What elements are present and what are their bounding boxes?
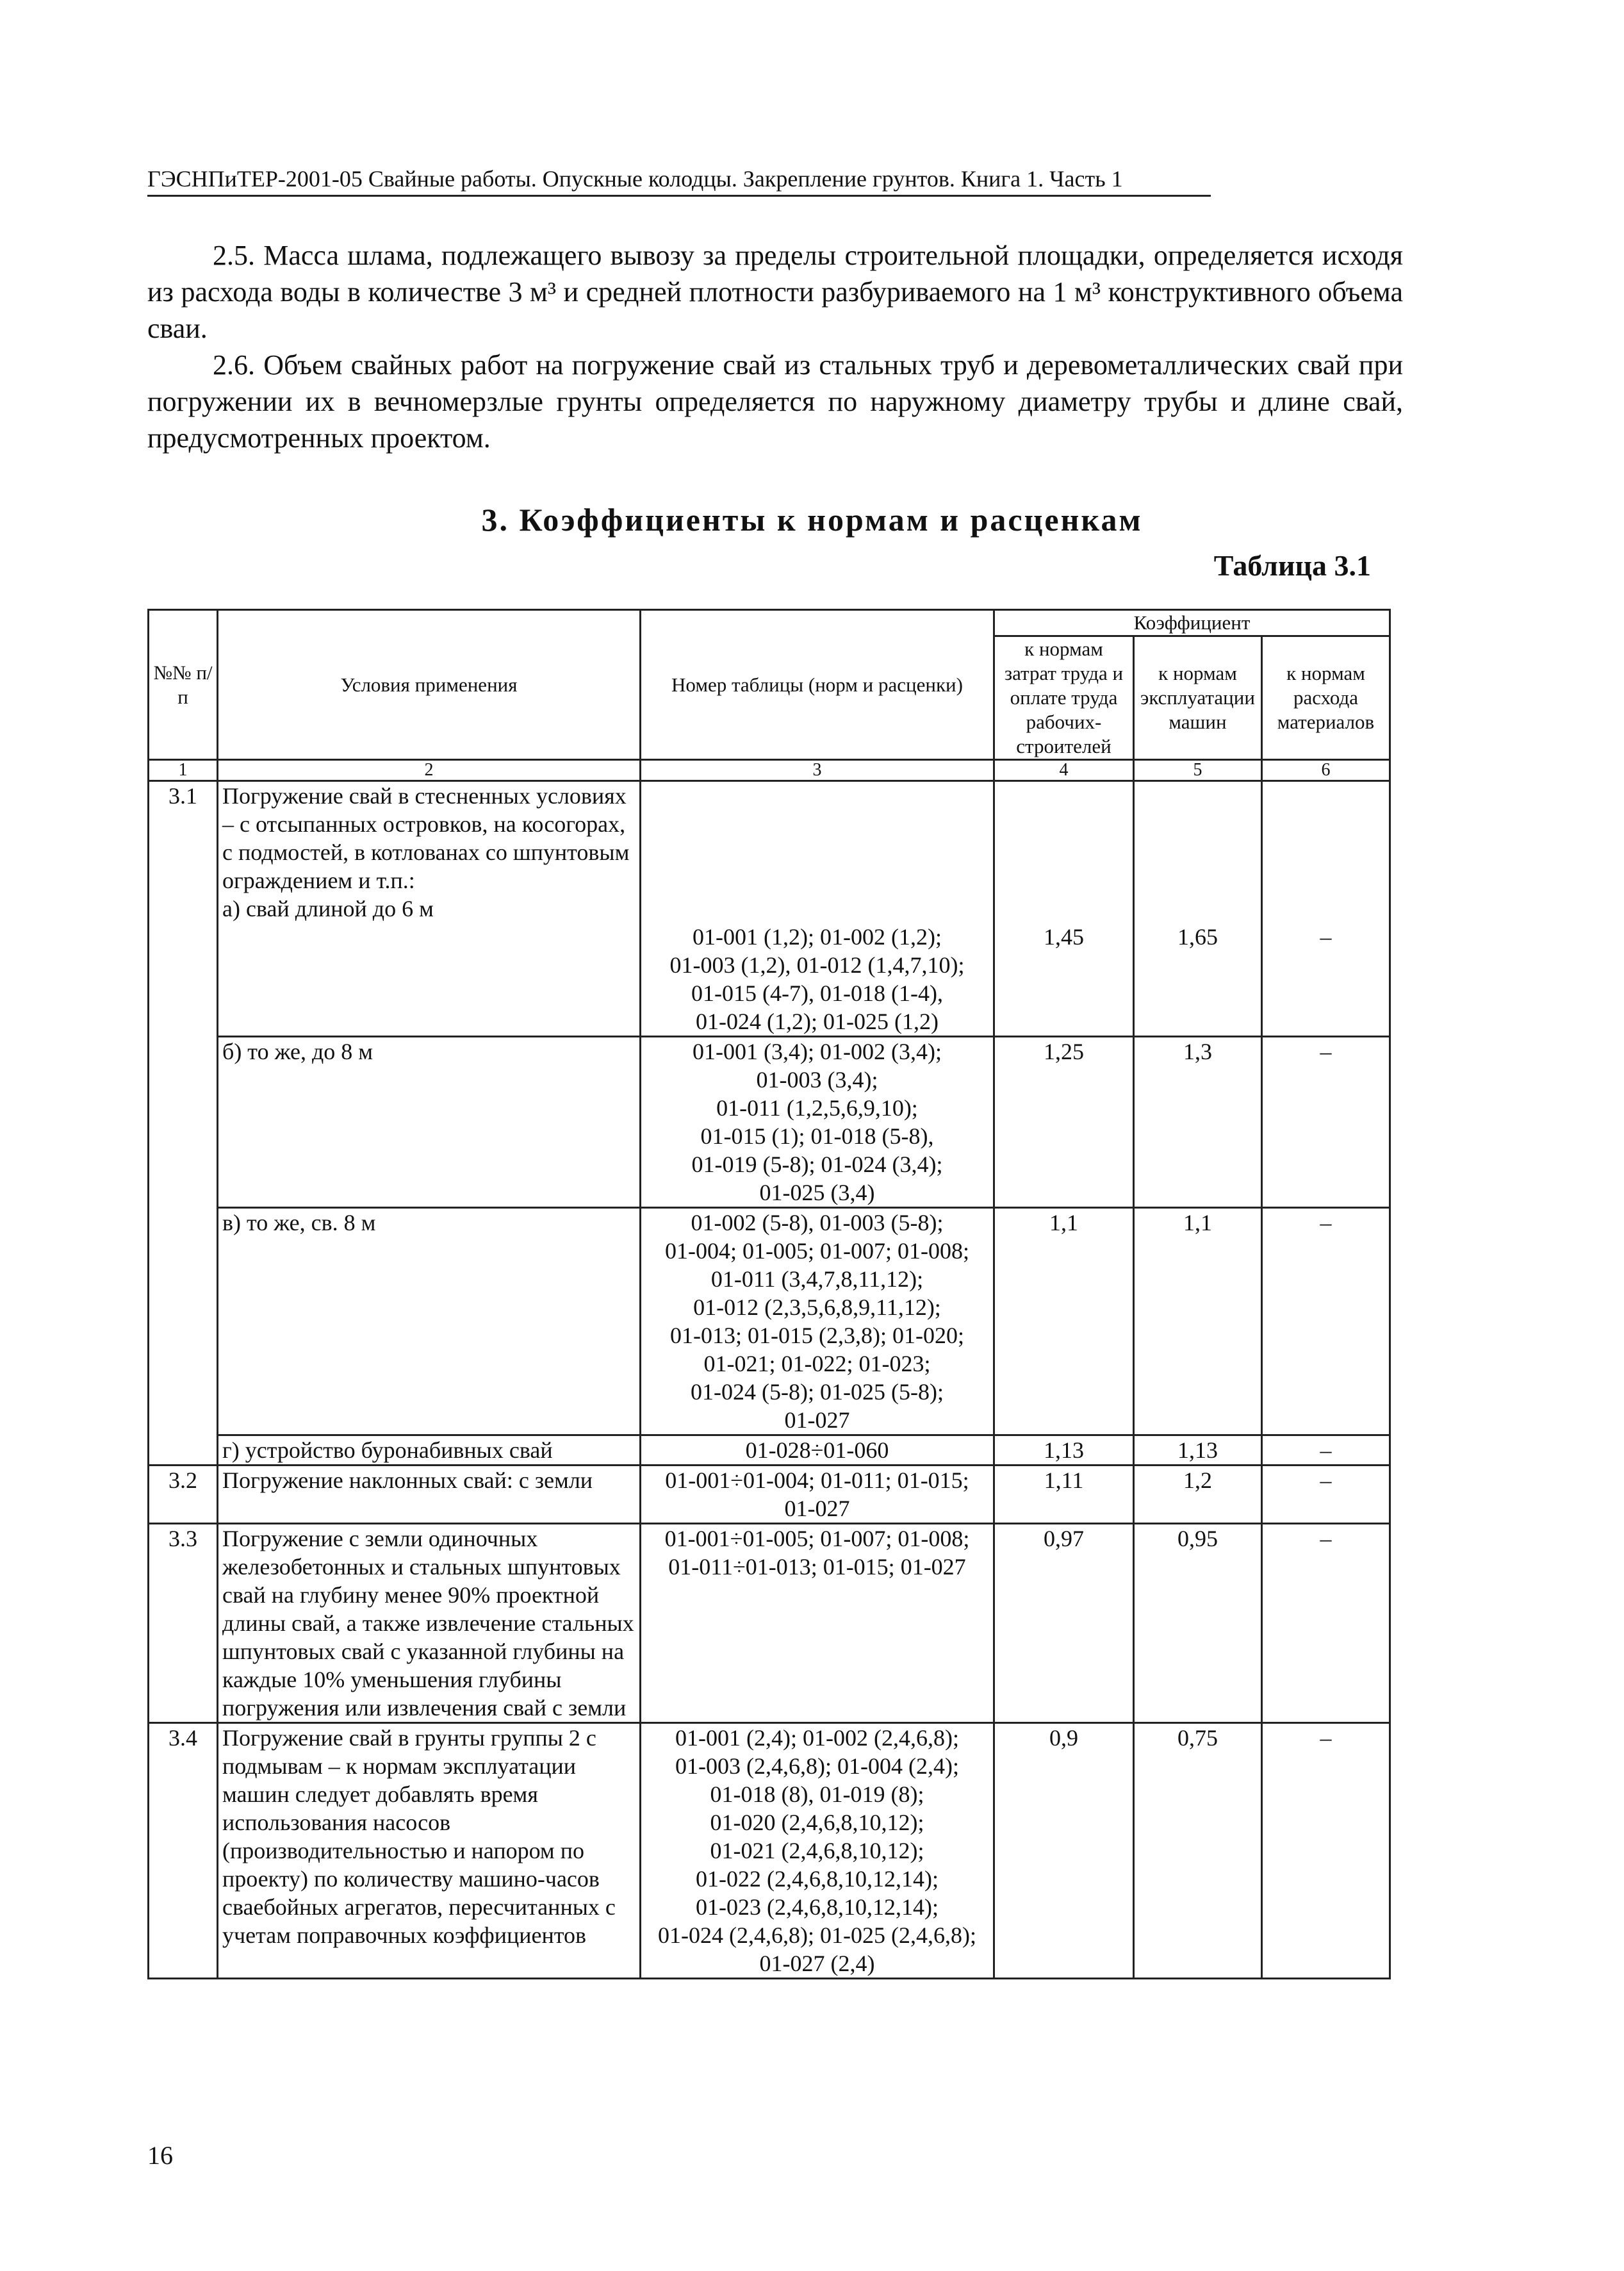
table-numbers-cell — [641, 1524, 994, 1723]
table-number-line: 01-027 (2,4) — [759, 1951, 875, 1976]
materials-coef: – — [1320, 924, 1332, 950]
table-number-line: 01-003 (2,4,6,8); 01-004 (2,4); — [675, 1753, 959, 1779]
coefficients-table — [147, 609, 1391, 1979]
labor-coef: 0,9 — [994, 1723, 1134, 1979]
table-number-line: 01-024 (5-8); 01-025 (5-8); — [691, 1379, 944, 1405]
machines-coef: 1,2 — [1134, 1466, 1262, 1524]
condition-text: б) то же, до 8 м — [218, 1037, 641, 1208]
table-row — [149, 1466, 1390, 1524]
table-number-line: 01-027 — [784, 1496, 850, 1521]
table-row — [149, 1435, 1390, 1466]
labor-coef: 1,1 — [994, 1208, 1134, 1435]
col-number-1: 1 — [149, 760, 218, 781]
condition-text: а) свай длиной до 6 м — [222, 896, 434, 921]
col-number-3: 3 — [641, 760, 994, 781]
machines-coef: 1,3 — [1134, 1037, 1262, 1208]
running-header: ГЭСНПиТЕР-2001-05 Свайные работы. Опускные колодцы. Закрепление грунтов. Книга 1. Часть 1 — [147, 165, 1211, 197]
condition-intro: Погружение свай в стесненных условиях – с отсыпанных островков, на косогорах, с подмостей, в котлованах со шпунтовым ограждением и т.п.: — [222, 783, 630, 893]
table-numbers-cell — [641, 1466, 994, 1524]
header-conditions: Условия применения — [218, 610, 641, 760]
table-row — [149, 1723, 1390, 1979]
table-number-line: 01-012 (2,3,5,6,8,9,11,12); — [693, 1294, 941, 1320]
table-number-line: 01-015 (1); 01-018 (5-8), — [700, 1123, 934, 1149]
table-number-line: 01-004; 01-005; 01-007; 01-008; — [665, 1238, 969, 1264]
table-row — [149, 1524, 1390, 1723]
table-number-line: 01-003 (3,4); — [756, 1067, 878, 1093]
table-number-line: 01-025 (3,4) — [759, 1180, 875, 1205]
table-number-line: 01-021 (2,4,6,8,10,12); — [710, 1838, 924, 1863]
row-number: 3.3 — [149, 1524, 218, 1723]
col-number-5: 5 — [1134, 760, 1262, 781]
table-number-line: 01-021; 01-022; 01-023; — [703, 1351, 931, 1376]
materials-coef: – — [1262, 1524, 1390, 1723]
paragraph-2-5 — [147, 237, 1403, 347]
machines-coef: 1,1 — [1134, 1208, 1262, 1435]
table-number-line: 01-011÷01-013; 01-015; 01-027 — [668, 1554, 966, 1580]
materials-coef-cell — [1262, 781, 1390, 1037]
table-number-line: 01-001 (2,4); 01-002 (2,4,6,8); — [675, 1725, 959, 1751]
paragraph-2-6-text: 2.6. Объем свайных работ на погружение свай из стальных труб и деревометаллических свай при погружении их в вечномерзлые грунты определяется по наружному диаметру трубы и длине свай, предусмотренных проектом. — [147, 349, 1403, 454]
table-number-line: 01-015 (4-7), 01-018 (1-4), — [691, 980, 943, 1006]
header-machines: к нормам эксплуатации машин — [1134, 636, 1262, 760]
machines-coef-cell — [1134, 781, 1262, 1037]
labor-coef-cell — [994, 781, 1134, 1037]
condition-text: Погружение наклонных свай: с земли — [218, 1466, 641, 1524]
machines-coef: 1,13 — [1134, 1435, 1262, 1466]
paragraph-2-6 — [147, 347, 1403, 456]
table-number-line: 01-001 (3,4); 01-002 (3,4); — [693, 1039, 942, 1064]
table-numbers-cell — [641, 1208, 994, 1435]
table-number-line: 01-024 (1,2); 01-025 (1,2) — [696, 1009, 939, 1034]
materials-coef: – — [1262, 1037, 1390, 1208]
row-number: 3.1 — [149, 781, 218, 1466]
section-title: 3. Коэффициенты к нормам и расценкам — [481, 502, 1143, 538]
condition-text: г) устройство буронабивных свай — [218, 1435, 641, 1466]
table-number-line: 01-018 (8), 01-019 (8); — [710, 1781, 924, 1807]
page-number: 16 — [147, 2141, 173, 2170]
labor-coef: 0,97 — [994, 1524, 1134, 1723]
table-numbers-cell — [641, 1037, 994, 1208]
table-number-line: 01-022 (2,4,6,8,10,12,14); — [696, 1866, 939, 1892]
machines-coef: 0,75 — [1134, 1723, 1262, 1979]
table-number-line: 01-001 (1,2); 01-002 (1,2); — [693, 924, 942, 950]
table-numbers-cell: 01-028÷01-060 — [641, 1435, 994, 1466]
machines-coef: 0,95 — [1134, 1524, 1262, 1723]
condition-text: Погружение с земли одиночных железобетонных и стальных шпунтовых свай на глубину менее 90% проектной длины свай, а также извлечение стальных шпунтовых свай с указанной глубины на каждые 10% уменьшения глубины погружения или извлечения свай с земли — [218, 1524, 641, 1723]
table-numbers-cell — [641, 1723, 994, 1979]
table-number-line: 01-027 — [784, 1407, 850, 1433]
materials-coef: – — [1262, 1208, 1390, 1435]
table-number-line: 01-013; 01-015 (2,3,8); 01-020; — [670, 1323, 964, 1348]
machines-coef: 1,65 — [1177, 924, 1218, 950]
row-number: 3.4 — [149, 1723, 218, 1979]
header-labor: к нормам затрат труда и оплате труда рабочих-строителей — [994, 636, 1134, 760]
paragraph-2-5-text: 2.5. Масса шлама, подлежащего вывозу за пределы строительной площадки, определяется исходя из расхода воды в количестве 3 м³ и средней плотности разбуриваемого на 1 м³ конструктивного объема сваи. — [147, 240, 1403, 344]
table-number-line: 01-001÷01-004; 01-011; 01-015; — [665, 1467, 969, 1493]
table-number-line: 01-019 (5-8); 01-024 (3,4); — [691, 1152, 943, 1177]
col-number-6: 6 — [1262, 760, 1390, 781]
header-materials: к нормам расхода материалов — [1262, 636, 1390, 760]
labor-coef: 1,25 — [994, 1037, 1134, 1208]
row-number: 3.2 — [149, 1466, 218, 1524]
col-number-4: 4 — [994, 760, 1134, 781]
table-row — [149, 1037, 1390, 1208]
table-row — [149, 1208, 1390, 1435]
table-number-line: 01-003 (1,2), 01-012 (1,4,7,10); — [669, 952, 965, 978]
col-number-2: 2 — [218, 760, 641, 781]
header-coefficient: Коэффициент — [994, 610, 1390, 636]
table-number-line: 01-011 (1,2,5,6,9,10); — [716, 1095, 918, 1121]
table-number-line: 01-023 (2,4,6,8,10,12,14); — [696, 1894, 939, 1920]
table-number-line: 01-001÷01-005; 01-007; 01-008; — [664, 1526, 970, 1551]
condition-text: в) то же, св. 8 м — [218, 1208, 641, 1435]
table-caption: Таблица 3.1 — [1213, 549, 1371, 582]
table-row — [149, 781, 1390, 1037]
labor-coef: 1,45 — [1044, 924, 1084, 950]
header-table-number: Номер таблицы (норм и расценки) — [641, 610, 994, 760]
labor-coef: 1,13 — [994, 1435, 1134, 1466]
condition-text: Погружение свай в грунты группы 2 с подмывам – к нормам эксплуатации машин следует добавлять время использования насосов (производительностью и напором по проекту) по количеству машино-часов сваебойных агрегатов, пересчитанных с учетам поправочных коэффициентов — [218, 1723, 641, 1979]
table-number-line: 01-020 (2,4,6,8,10,12); — [710, 1810, 924, 1835]
table-number-line: 01-024 (2,4,6,8); 01-025 (2,4,6,8); — [658, 1922, 976, 1948]
table-number-line: 01-011 (3,4,7,8,11,12); — [710, 1266, 924, 1292]
table-number-line: 01-002 (5-8), 01-003 (5-8); — [691, 1210, 944, 1235]
materials-coef: – — [1262, 1435, 1390, 1466]
materials-coef: – — [1262, 1466, 1390, 1524]
header-num: №№ п/п — [149, 610, 218, 760]
condition-cell — [218, 781, 641, 1037]
labor-coef: 1,11 — [994, 1466, 1134, 1524]
materials-coef: – — [1262, 1723, 1390, 1979]
table-numbers-cell — [641, 781, 994, 1037]
